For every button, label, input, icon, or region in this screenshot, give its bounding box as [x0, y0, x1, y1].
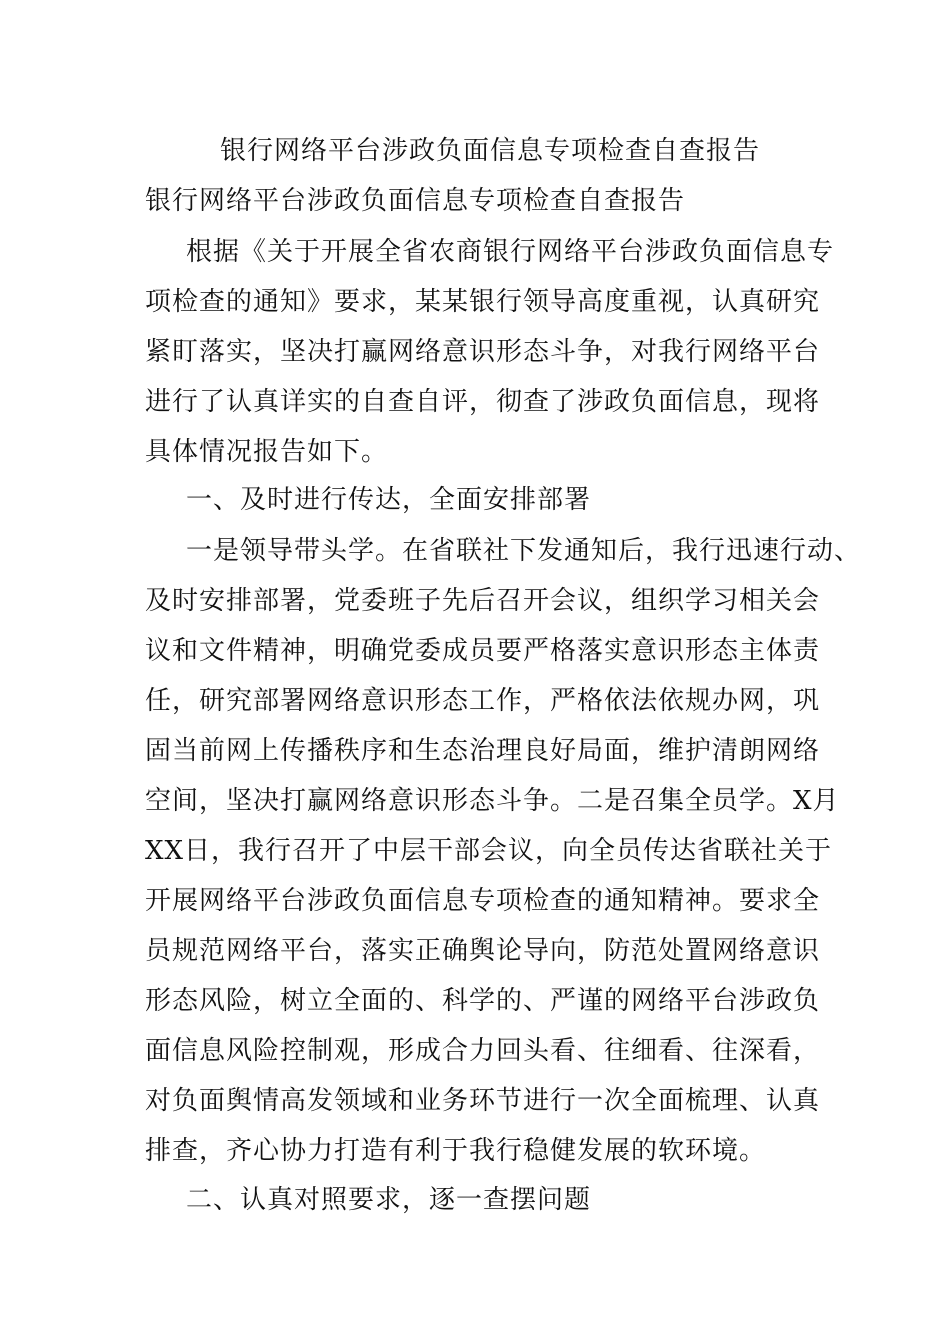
paragraph-line: 排查，齐心协力打造有利于我行稳健发展的软环境。 — [145, 1136, 767, 1166]
paragraph-line: XX日，我行召开了中层干部会议，向全员传达省联社关于 — [145, 836, 833, 866]
section-heading-2: 二、认真对照要求，逐一查摆问题 — [186, 1185, 592, 1215]
document-title: 银行网络平台涉政负面信息专项检查自查报告 — [220, 136, 761, 166]
section-heading-1: 一、及时进行传达，全面安排部署 — [186, 485, 592, 515]
paragraph-line: 项检查的通知》要求，某某银行领导高度重视，认真研究 — [145, 287, 821, 317]
paragraph-line: 员规范网络平台，落实正确舆论导向，防范处置网络意识 — [145, 936, 821, 966]
paragraph-line: 根据《关于开展全省农商银行网络平台涉政负面信息专 — [186, 237, 835, 267]
paragraph-line: 紧盯落实，坚决打赢网络意识形态斗争，对我行网络平台 — [145, 337, 821, 367]
document-subtitle: 银行网络平台涉政负面信息专项检查自查报告 — [145, 186, 686, 216]
paragraph-line: 具体情况报告如下。 — [145, 437, 389, 467]
paragraph-line: 形态风险，树立全面的、科学的、严谨的网络平台涉政负 — [145, 986, 821, 1016]
paragraph-line: 及时安排部署，党委班子先后召开会议，组织学习相关会 — [145, 586, 821, 616]
paragraph-line: 面信息风险控制观，形成合力回头看、往细看、往深看， — [145, 1036, 821, 1066]
paragraph-line: 固当前网上传播秩序和生态治理良好局面，维护清朗网络 — [145, 736, 821, 766]
paragraph-line: 对负面舆情高发领域和业务环节进行一次全面梳理、认真 — [145, 1086, 821, 1116]
paragraph-line: 开展网络平台涉政负面信息专项检查的通知精神。要求全 — [145, 886, 821, 916]
paragraph-line: 空间，坚决打赢网络意识形态斗争。二是召集全员学。X月 — [145, 786, 840, 816]
paragraph-line: 一是领导带头学。在省联社下发通知后，我行迅速行动、 — [186, 536, 862, 566]
paragraph-line: 任，研究部署网络意识形态工作，严格依法依规办网，巩 — [145, 686, 821, 716]
paragraph-line: 进行了认真详实的自查自评，彻查了涉政负面信息，现将 — [145, 387, 821, 417]
paragraph-line: 议和文件精神，明确党委成员要严格落实意识形态主体责 — [145, 636, 821, 666]
